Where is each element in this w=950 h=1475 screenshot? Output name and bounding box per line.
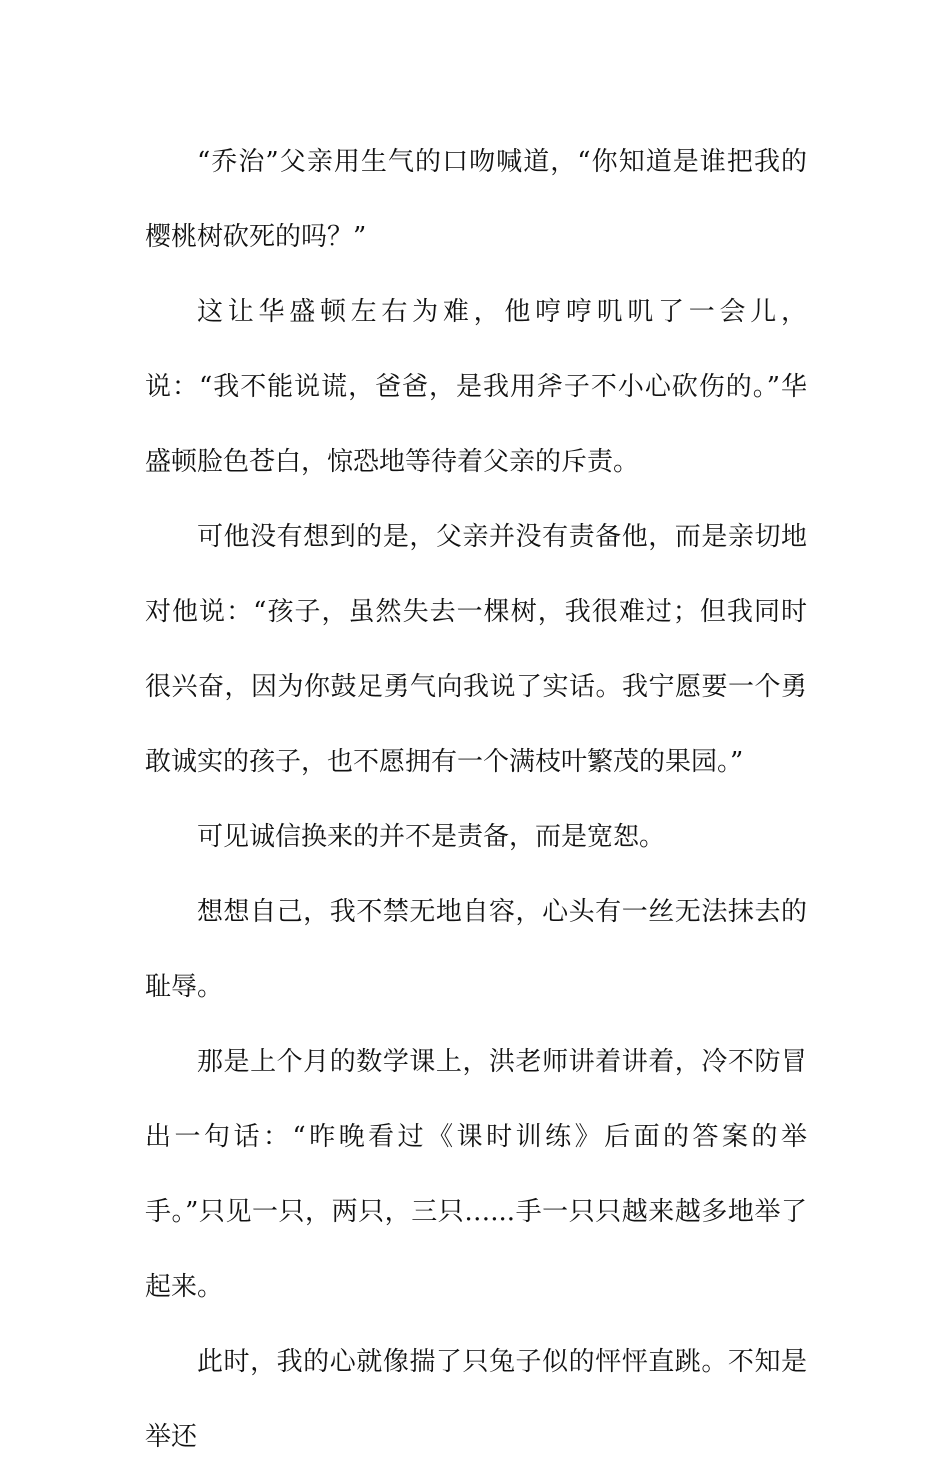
paragraph-4: 可见诚信换来的并不是责备，而是宽恕。 [197, 822, 666, 852]
paragraph-1: “乔治”父亲用生气的口吻喊道，“你知道是谁把我的樱桃树砍死的吗？” [145, 147, 807, 252]
paragraph-6: 那是上个月的数学课上，洪老师讲着讲着，冷不防冒出一句话：“昨晚看过《课时训练》后面的答案的举手。”只见一只，两只，三只…...手一只只越来越多地举了起来。 [145, 1047, 807, 1302]
paragraph-7: 此时，我的心就像揣了只兔子似的怦怦直跳。不知是举还 [145, 1347, 807, 1452]
document-body [145, 125, 807, 1475]
paragraph-2: 这让华盛顿左右为难，他哼哼叽叽了一会儿，说：“我不能说谎，爸爸，是我用斧子不小心砍伤的。”华盛顿脸色苍白，惊恐地等待着父亲的斥责。 [145, 297, 807, 477]
paragraph-3: 可他没有想到的是，父亲并没有责备他，而是亲切地对他说：“孩子，虽然失去一棵树，我很难过；但我同时很兴奋，因为你鼓足勇气向我说了实话。我宁愿要一个勇敢诚实的孩子，也不愿拥有一个满枝叶繁茂的果园。” [145, 522, 807, 777]
paragraph-5: 想想自己，我不禁无地自容，心头有一丝无法抹去的耻辱。 [145, 897, 807, 1002]
